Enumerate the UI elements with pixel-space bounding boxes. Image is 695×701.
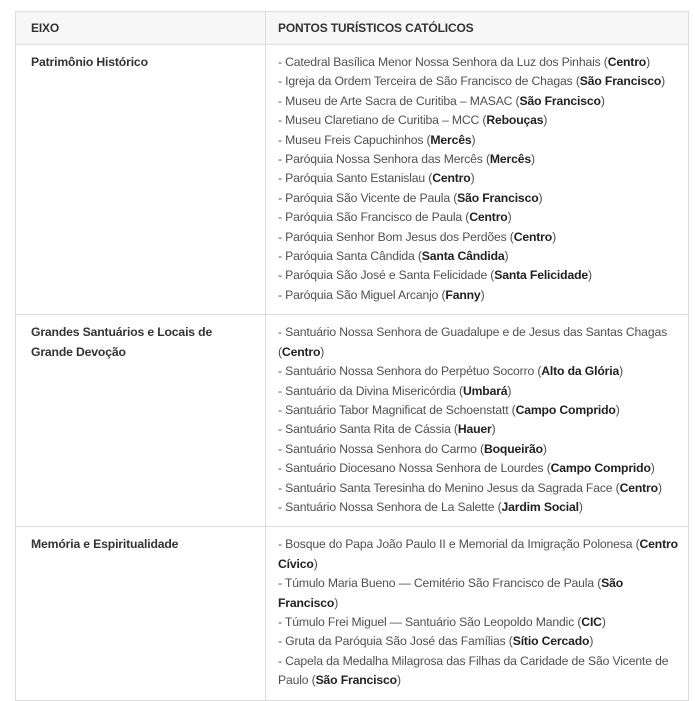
- list-item: [278, 150, 678, 169]
- item-close: ): [600, 93, 605, 108]
- item-name: - Paróquia Santa Cândida (: [278, 249, 422, 264]
- list-item: [278, 53, 678, 72]
- table-row-memory-spirituality: [16, 527, 689, 700]
- item-name: - Gruta da Paróquia São José das Famílias (: [278, 634, 513, 649]
- item-close: ): [542, 441, 547, 456]
- item-close: ): [507, 383, 512, 398]
- list-item: [278, 266, 678, 285]
- item-location: Alto da Glória: [541, 364, 620, 379]
- list-item: [278, 208, 678, 227]
- item-name: - Bosque do Papa João Paulo II e Memorial da Imigração Polonesa (: [278, 537, 640, 552]
- item-name: - Santuário Santa Rita de Cássia (: [278, 422, 458, 437]
- item-close: ): [646, 55, 651, 69]
- item-location: Centro: [513, 229, 553, 244]
- list-item: [278, 189, 678, 208]
- list-item: [278, 72, 678, 91]
- item-close: ): [615, 402, 620, 417]
- item-name: - Museu Freis Capuchinhos (: [278, 132, 431, 147]
- header-axis: EIXO: [16, 12, 266, 45]
- item-close: ): [491, 422, 496, 437]
- list-item: [278, 131, 678, 150]
- item-name: - Santuário Nossa Senhora de La Salette (: [278, 499, 502, 514]
- list-item: [278, 401, 678, 420]
- item-name: - Paróquia Senhor Bom Jesus dos Perdões (: [278, 229, 514, 244]
- item-close: ): [650, 461, 655, 476]
- item-name: - Túmulo Frei Miguel — Santuário São Leopoldo Mandic (: [278, 614, 582, 629]
- item-location: Centro Cívico: [278, 537, 678, 571]
- list-item: [278, 574, 678, 613]
- item-location: Centro: [469, 210, 508, 225]
- items-cell: [266, 315, 689, 527]
- item-location: Campo Comprido: [550, 461, 651, 476]
- list-item: [278, 535, 678, 574]
- item-name: - Paróquia São Vicente de Paula (: [278, 190, 458, 205]
- item-location: Jardim Social: [501, 499, 579, 514]
- item-location: CIC: [581, 614, 602, 629]
- list-item: [278, 479, 678, 498]
- item-close: ): [601, 614, 606, 629]
- item-close: ): [657, 480, 662, 495]
- item-close: ): [543, 113, 548, 128]
- item-name: - Santuário Nossa Senhora de Guadalupe e de Jesus das Santas Chagas (: [278, 325, 668, 359]
- item-name: - Paróquia São José e Santa Felicidade (: [278, 268, 495, 283]
- items-cell: [266, 45, 689, 315]
- item-close: ): [471, 132, 476, 147]
- item-location: São Francisco: [519, 93, 601, 108]
- list-item: [278, 323, 678, 362]
- axis-cell: Memória e Espiritualidade: [16, 527, 266, 700]
- item-name: - Paróquia São Miguel Arcanjo (: [278, 287, 446, 302]
- item-name: - Santuário da Divina Misericórdia (: [278, 383, 463, 398]
- item-location: Fanny: [445, 287, 481, 302]
- list-item: [278, 247, 678, 266]
- item-close: ): [313, 556, 318, 571]
- item-name: - Igreja da Ordem Terceira de São Francisco de Chagas (: [278, 74, 580, 89]
- list-item: [278, 362, 678, 381]
- item-name: - Paróquia Nossa Senhora das Mercês (: [278, 152, 490, 167]
- item-close: ): [588, 268, 592, 283]
- item-close: ): [661, 74, 666, 89]
- item-location: Centro: [432, 171, 471, 186]
- list-item: [278, 169, 678, 188]
- item-close: ): [504, 249, 509, 264]
- list-item: [278, 92, 678, 111]
- item-name: - Santuário Tabor Magnificat de Schoenstatt (: [278, 402, 516, 417]
- item-close: ): [320, 344, 325, 359]
- item-name: - Museu Claretiano de Curitiba – MCC (: [278, 113, 487, 128]
- item-close: ): [538, 190, 543, 205]
- item-close: ): [552, 229, 556, 244]
- table-row-historic-heritage: [16, 45, 689, 315]
- list-item: [278, 286, 678, 305]
- item-name: - Túmulo Maria Bueno — Cemitério São Francisco de Paula (: [278, 576, 602, 591]
- item-location: São Francisco: [315, 673, 397, 688]
- item-location: Mercês: [489, 152, 532, 167]
- list-item: [278, 498, 678, 517]
- item-close: ): [334, 595, 339, 610]
- list-item: [278, 420, 678, 439]
- list-item: [278, 613, 678, 632]
- list-item: [278, 382, 678, 401]
- catholic-tourism-table: [15, 11, 689, 701]
- item-name: - Santuário Santa Teresinha do Menino Jesus da Sagrada Face (: [278, 480, 620, 495]
- item-name: - Paróquia Santo Estanislau (: [278, 171, 433, 186]
- item-location: São Francisco: [278, 576, 624, 610]
- item-close: ): [578, 499, 583, 514]
- list-item: [278, 652, 678, 691]
- item-location: Hauer: [457, 422, 492, 437]
- item-location: Mercês: [430, 132, 472, 147]
- table-header-row: [16, 12, 689, 45]
- item-close: ): [507, 210, 512, 225]
- item-name: - Museu de Arte Sacra de Curitiba – MASAC (: [278, 93, 520, 108]
- item-name: - Santuário Nossa Senhora do Carmo (: [278, 441, 484, 456]
- item-close: ): [619, 364, 623, 379]
- item-name: - Santuário Diocesano Nossa Senhora de Lourdes (: [278, 461, 551, 476]
- item-location: Rebouças: [486, 113, 544, 128]
- item-name: - Capela da Medalha Milagrosa das Filhas da Caridade de São Vicente de Paulo (: [278, 653, 669, 688]
- list-item: [278, 440, 678, 459]
- item-close: ): [470, 171, 475, 186]
- table-row-great-sanctuaries: [16, 315, 689, 527]
- item-location: São Francisco: [579, 74, 662, 89]
- item-close: ): [480, 287, 485, 302]
- item-close: ): [531, 152, 535, 167]
- item-location: Campo Comprido: [515, 402, 616, 417]
- list-item: [278, 228, 678, 247]
- header-points: PONTOS TURÍSTICOS CATÓLICOS: [266, 12, 689, 45]
- item-location: Centro: [281, 344, 321, 359]
- items-cell: [266, 527, 689, 700]
- list-item: [278, 459, 678, 478]
- list-item: [278, 111, 678, 130]
- item-location: Boqueirão: [483, 441, 543, 456]
- item-location: São Francisco: [457, 190, 539, 205]
- item-name: - Paróquia São Francisco de Paula (: [278, 210, 470, 225]
- list-item: [278, 632, 678, 651]
- item-location: Centro: [607, 55, 647, 69]
- item-location: Santa Cândida: [421, 249, 505, 264]
- table-body: [16, 45, 689, 701]
- axis-cell: Patrimônio Histórico: [16, 45, 266, 315]
- item-location: Santa Felicidade: [494, 268, 588, 283]
- item-location: Sítio Cercado: [512, 634, 590, 649]
- axis-cell: Grandes Santuários e Locais de Grande Devoção: [16, 315, 266, 527]
- item-location: Centro: [619, 480, 658, 495]
- item-name: - Catedral Basílica Menor Nossa Senhora da Luz dos Pinhais (: [278, 55, 608, 69]
- item-location: Umbará: [462, 383, 508, 398]
- item-close: ): [396, 673, 401, 688]
- item-close: ): [589, 634, 594, 649]
- item-name: - Santuário Nossa Senhora do Perpétuo Socorro (: [278, 364, 542, 379]
